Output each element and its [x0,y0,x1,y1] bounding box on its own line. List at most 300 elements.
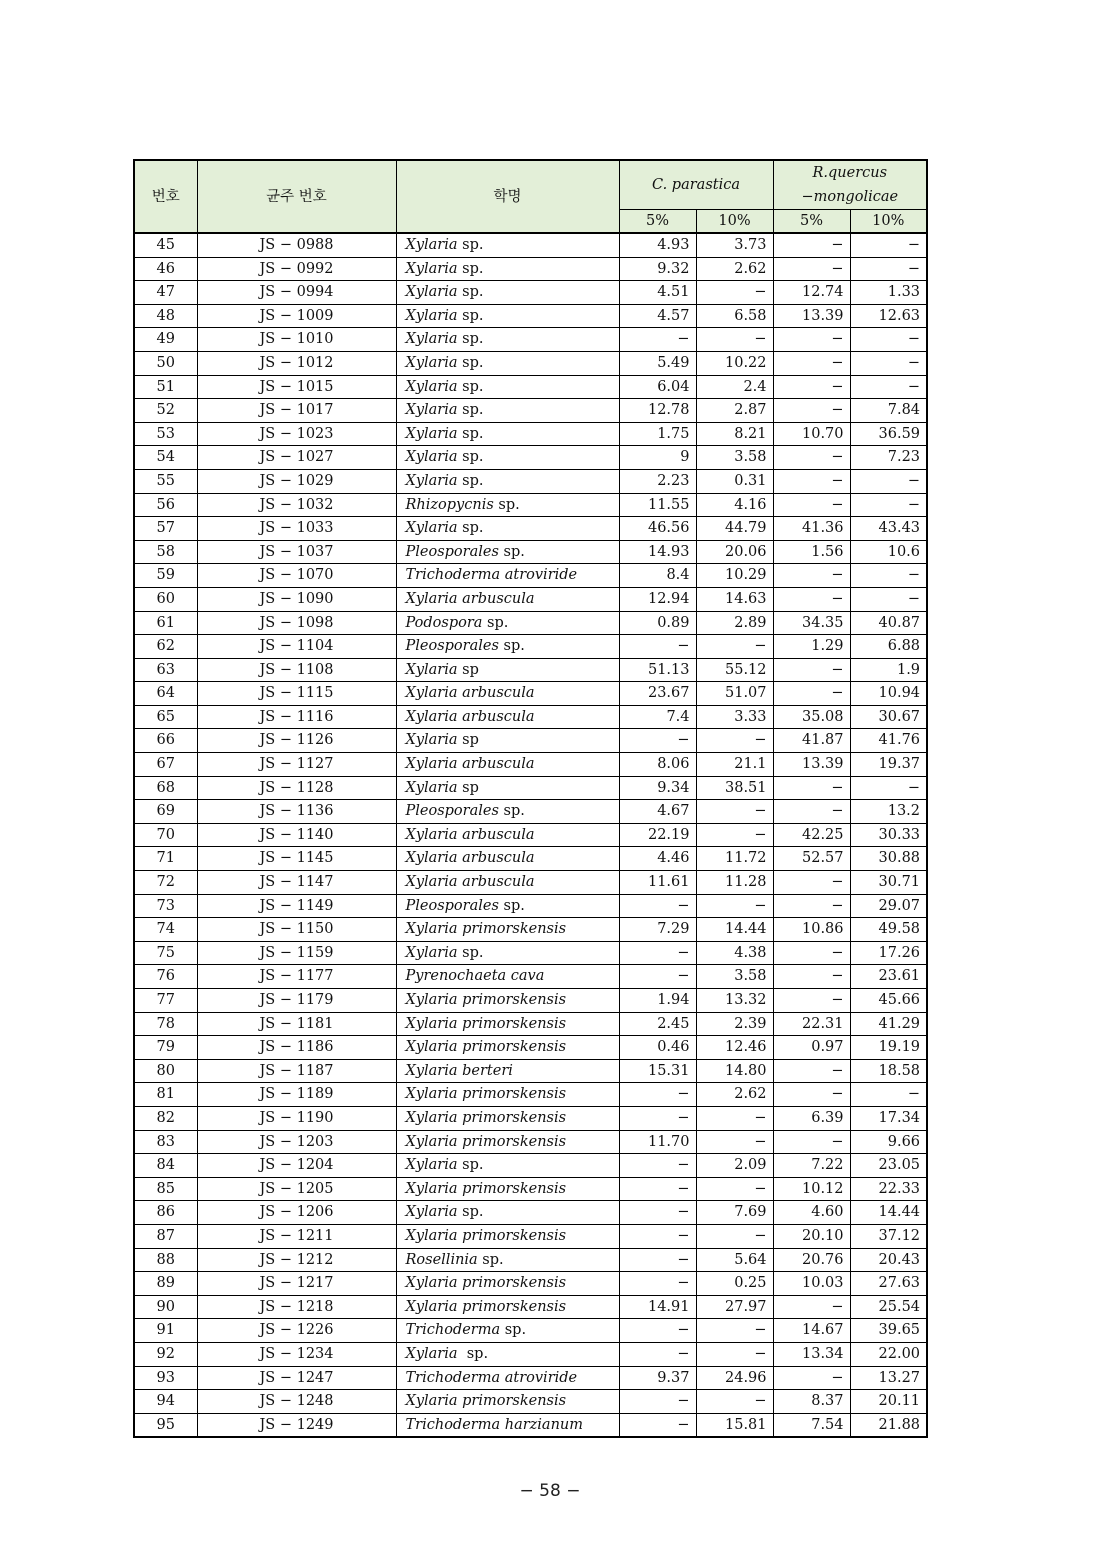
strain-number: JS − 1150 [197,918,396,942]
value-c-parastica-5pct: 5.49 [619,351,696,375]
value-r-quercus-10pct: 21.88 [850,1413,927,1437]
scientific-name [396,493,619,517]
value-c-parastica-5pct: − [619,1319,696,1343]
table-row [134,1272,927,1296]
scientific-name [396,1154,619,1178]
value-r-quercus-5pct: − [773,871,850,895]
genus-name: Xylaria [405,354,458,371]
value-r-quercus-5pct: 13.39 [773,753,850,777]
genus-name: Xylaria [405,661,458,678]
value-c-parastica-10pct: 5.64 [696,1248,773,1272]
row-number: 55 [134,469,197,493]
genus-name: Xylaria arbuscula [405,685,535,702]
scientific-name [396,847,619,871]
strain-number: JS − 1115 [197,682,396,706]
species-suffix: sp. [498,638,525,655]
strain-number: JS − 1145 [197,847,396,871]
value-c-parastica-5pct: 4.93 [619,233,696,257]
row-number: 57 [134,517,197,541]
value-r-quercus-5pct: 20.10 [773,1224,850,1248]
genus-name: Xylaria [405,944,458,961]
species-suffix: sp. [457,449,484,466]
value-r-quercus-10pct: 30.88 [850,847,927,871]
genus-name: Xylaria [405,402,458,419]
row-number: 67 [134,753,197,777]
value-c-parastica-10pct: 2.09 [696,1154,773,1178]
strain-number: JS − 1212 [197,1248,396,1272]
strain-number: JS − 1211 [197,1224,396,1248]
value-c-parastica-10pct: 2.87 [696,399,773,423]
scientific-name [396,1366,619,1390]
value-c-parastica-10pct: 2.62 [696,1083,773,1107]
value-c-parastica-10pct: 12.46 [696,1036,773,1060]
value-r-quercus-10pct: 10.6 [850,540,927,564]
table-row [134,611,927,635]
value-c-parastica-5pct: − [619,328,696,352]
value-c-parastica-5pct: 0.46 [619,1036,696,1060]
row-number: 89 [134,1272,197,1296]
strain-number: JS − 1248 [197,1390,396,1414]
scientific-name [396,564,619,588]
row-number: 82 [134,1106,197,1130]
scientific-name [396,281,619,305]
species-suffix: sp. [457,1345,489,1362]
species-suffix: sp. [498,803,525,820]
table-row [134,918,927,942]
row-number: 61 [134,611,197,635]
genus-name: Xylaria [405,378,458,395]
scientific-name [396,233,619,257]
header-scientific-name: 학명 [396,160,619,233]
species-suffix: sp. [457,307,484,324]
value-r-quercus-5pct: − [773,587,850,611]
genus-name: Xylaria primorskensis [405,1275,567,1292]
table-row [134,894,927,918]
strain-number: JS − 1023 [197,422,396,446]
strain-number: JS − 1249 [197,1413,396,1437]
genus-name: Xylaria [405,732,458,749]
scientific-name [396,753,619,777]
value-r-quercus-10pct: 39.65 [850,1319,927,1343]
strain-number: JS − 1206 [197,1201,396,1225]
scientific-name [396,1106,619,1130]
value-c-parastica-10pct: 27.97 [696,1295,773,1319]
genus-name: Trichoderma atroviride [405,567,578,584]
species-suffix: sp [457,661,479,678]
species-suffix: sp. [500,1322,527,1339]
species-suffix: sp. [457,260,484,277]
table-row [134,304,927,328]
value-r-quercus-10pct: 7.84 [850,399,927,423]
table-row [134,328,927,352]
strain-number: JS − 1186 [197,1036,396,1060]
row-number: 94 [134,1390,197,1414]
row-number: 59 [134,564,197,588]
value-r-quercus-5pct: − [773,776,850,800]
scientific-name [396,1036,619,1060]
value-c-parastica-10pct: 51.07 [696,682,773,706]
scientific-name [396,918,619,942]
row-number: 75 [134,941,197,965]
value-r-quercus-10pct: 13.2 [850,800,927,824]
scientific-name [396,965,619,989]
value-r-quercus-10pct: 30.33 [850,823,927,847]
value-c-parastica-5pct: − [619,1342,696,1366]
value-r-quercus-5pct: − [773,941,850,965]
scientific-name [396,587,619,611]
species-suffix: sp. [457,402,484,419]
value-c-parastica-5pct: 22.19 [619,823,696,847]
genus-name: Xylaria [405,779,458,796]
value-r-quercus-5pct: − [773,564,850,588]
value-r-quercus-5pct: − [773,469,850,493]
scientific-name [396,375,619,399]
value-c-parastica-10pct: 44.79 [696,517,773,541]
strain-number: JS − 1128 [197,776,396,800]
table-row [134,1083,927,1107]
genus-name: Rhizopycnis [405,496,494,513]
value-r-quercus-5pct: 10.86 [773,918,850,942]
value-c-parastica-5pct: 8.4 [619,564,696,588]
genus-name: Xylaria primorskensis [405,1227,567,1244]
value-c-parastica-5pct: − [619,1106,696,1130]
header-r-quercus-line2: −mongolicae [801,189,899,205]
table-row [134,351,927,375]
value-c-parastica-5pct: 4.67 [619,800,696,824]
strain-number: JS − 1126 [197,729,396,753]
value-r-quercus-5pct: 8.37 [773,1390,850,1414]
genus-name: Xylaria [405,1204,458,1221]
value-r-quercus-5pct: 10.70 [773,422,850,446]
strain-number: JS − 0992 [197,257,396,281]
value-r-quercus-5pct: 10.03 [773,1272,850,1296]
table-row [134,1036,927,1060]
value-c-parastica-5pct: − [619,1154,696,1178]
value-c-parastica-10pct: 4.38 [696,941,773,965]
value-c-parastica-10pct: 21.1 [696,753,773,777]
value-r-quercus-10pct: − [850,587,927,611]
table-row [134,517,927,541]
genus-name: Xylaria primorskensis [405,1086,567,1103]
row-number: 50 [134,351,197,375]
genus-name: Xylaria arbuscula [405,874,535,891]
value-r-quercus-5pct: − [773,682,850,706]
scientific-name [396,611,619,635]
value-r-quercus-5pct: − [773,375,850,399]
value-c-parastica-5pct: 46.56 [619,517,696,541]
value-r-quercus-10pct: 14.44 [850,1201,927,1225]
value-c-parastica-10pct: 8.21 [696,422,773,446]
scientific-name [396,1413,619,1437]
value-c-parastica-5pct: 4.51 [619,281,696,305]
value-c-parastica-10pct: − [696,823,773,847]
strain-number: JS − 1070 [197,564,396,588]
value-c-parastica-10pct: 6.58 [696,304,773,328]
value-r-quercus-5pct: − [773,658,850,682]
value-r-quercus-5pct: − [773,1130,850,1154]
genus-name: Xylaria primorskensis [405,1180,567,1197]
genus-name: Pleosporales [405,543,499,560]
value-c-parastica-5pct: 12.94 [619,587,696,611]
value-r-quercus-5pct: 41.36 [773,517,850,541]
value-c-parastica-5pct: − [619,1413,696,1437]
value-r-quercus-10pct: − [850,493,927,517]
table-row [134,233,927,257]
value-r-quercus-10pct: 13.27 [850,1366,927,1390]
value-c-parastica-10pct: 3.33 [696,705,773,729]
table-row [134,1059,927,1083]
genus-name: Xylaria arbuscula [405,826,535,843]
species-suffix: sp [457,732,479,749]
subheader-r-10pct: 10% [850,210,927,234]
value-c-parastica-5pct: 11.61 [619,871,696,895]
value-c-parastica-5pct: 6.04 [619,375,696,399]
genus-name: Trichoderma harzianum [405,1416,583,1433]
value-r-quercus-10pct: 1.9 [850,658,927,682]
species-suffix: sp. [493,496,520,513]
value-r-quercus-10pct: 19.37 [850,753,927,777]
row-number: 53 [134,422,197,446]
value-c-parastica-5pct: − [619,1390,696,1414]
value-c-parastica-5pct: 1.75 [619,422,696,446]
value-c-parastica-5pct: 11.70 [619,1130,696,1154]
table-row [134,776,927,800]
genus-name: Trichoderma atroviride [405,1369,578,1386]
value-c-parastica-5pct: 9 [619,446,696,470]
table-row [134,635,927,659]
value-r-quercus-10pct: 29.07 [850,894,927,918]
value-r-quercus-10pct: − [850,564,927,588]
species-suffix: sp. [457,520,484,537]
row-number: 86 [134,1201,197,1225]
table-row [134,493,927,517]
genus-name: Xylaria [405,472,458,489]
strain-number: JS − 1205 [197,1177,396,1201]
value-c-parastica-10pct: 13.32 [696,989,773,1013]
strain-number: JS − 1127 [197,753,396,777]
value-r-quercus-10pct: 36.59 [850,422,927,446]
scientific-name [396,1130,619,1154]
header-number: 번호 [134,160,197,233]
row-number: 62 [134,635,197,659]
value-r-quercus-5pct: 35.08 [773,705,850,729]
genus-name: Trichoderma [405,1322,501,1339]
value-c-parastica-5pct: − [619,941,696,965]
value-r-quercus-10pct: 19.19 [850,1036,927,1060]
table-row [134,1154,927,1178]
row-number: 63 [134,658,197,682]
row-number: 69 [134,800,197,824]
strain-number: JS − 1234 [197,1342,396,1366]
value-c-parastica-10pct: 55.12 [696,658,773,682]
value-r-quercus-5pct: 42.25 [773,823,850,847]
species-suffix: sp. [457,284,484,301]
value-c-parastica-10pct: 15.81 [696,1413,773,1437]
value-r-quercus-10pct: 49.58 [850,918,927,942]
scientific-name [396,328,619,352]
table-row [134,1130,927,1154]
table-row [134,753,927,777]
strain-number: JS − 1033 [197,517,396,541]
table-row [134,281,927,305]
value-c-parastica-5pct: − [619,894,696,918]
value-r-quercus-5pct: − [773,233,850,257]
table-row [134,682,927,706]
row-number: 80 [134,1059,197,1083]
value-c-parastica-10pct: − [696,729,773,753]
value-c-parastica-10pct: 14.80 [696,1059,773,1083]
table-row [134,1248,927,1272]
row-number: 56 [134,493,197,517]
row-number: 88 [134,1248,197,1272]
value-c-parastica-10pct: − [696,1130,773,1154]
value-r-quercus-10pct: 30.67 [850,705,927,729]
species-suffix: sp. [457,237,484,253]
value-r-quercus-5pct: 12.74 [773,281,850,305]
value-c-parastica-10pct: 11.28 [696,871,773,895]
species-suffix: sp. [457,944,484,961]
value-c-parastica-10pct: 38.51 [696,776,773,800]
table-row [134,658,927,682]
genus-name: Xylaria primorskensis [405,992,567,1008]
table-row [134,1177,927,1201]
table-row [134,989,927,1013]
subheader-c-10pct: 10% [696,210,773,234]
value-r-quercus-5pct: − [773,894,850,918]
scientific-name [396,517,619,541]
row-number: 84 [134,1154,197,1178]
scientific-name [396,871,619,895]
value-r-quercus-5pct: 1.29 [773,635,850,659]
row-number: 60 [134,587,197,611]
value-c-parastica-5pct: 14.93 [619,540,696,564]
table-row [134,965,927,989]
strain-number: JS − 1203 [197,1130,396,1154]
value-c-parastica-10pct: − [696,281,773,305]
scientific-name [396,658,619,682]
row-number: 81 [134,1083,197,1107]
value-r-quercus-10pct: 18.58 [850,1059,927,1083]
value-c-parastica-10pct: 2.4 [696,375,773,399]
genus-name: Pleosporales [405,638,499,655]
row-number: 45 [134,233,197,257]
value-c-parastica-10pct: 4.16 [696,493,773,517]
species-suffix: sp. [457,1157,484,1174]
strain-number: JS − 1190 [197,1106,396,1130]
value-c-parastica-5pct: 51.13 [619,658,696,682]
strain-number: JS − 1098 [197,611,396,635]
genus-name: Pleosporales [405,897,499,914]
value-c-parastica-10pct: 24.96 [696,1366,773,1390]
genus-name: Rosellinia [405,1251,478,1268]
scientific-name [396,1201,619,1225]
page-number: − 58 − [519,1481,581,1501]
value-r-quercus-5pct: − [773,1059,850,1083]
genus-name: Xylaria primorskensis [405,1015,567,1032]
genus-name: Pyrenochaeta cava [405,968,545,985]
value-r-quercus-5pct: − [773,257,850,281]
value-r-quercus-10pct: 25.54 [850,1295,927,1319]
genus-name: Xylaria [405,260,458,277]
row-number: 85 [134,1177,197,1201]
subheader-c-5pct: 5% [619,210,696,234]
value-c-parastica-5pct: − [619,635,696,659]
strain-number: JS − 1108 [197,658,396,682]
species-suffix: sp. [457,425,484,442]
value-r-quercus-10pct: 23.05 [850,1154,927,1178]
genus-name: Xylaria arbuscula [405,708,535,725]
value-c-parastica-10pct: 7.69 [696,1201,773,1225]
value-c-parastica-10pct: 10.29 [696,564,773,588]
value-r-quercus-10pct: − [850,375,927,399]
strain-number: JS − 1177 [197,965,396,989]
value-r-quercus-10pct: 12.63 [850,304,927,328]
table-header [134,160,927,233]
row-number: 64 [134,682,197,706]
value-r-quercus-10pct: 6.88 [850,635,927,659]
value-r-quercus-10pct: 40.87 [850,611,927,635]
species-suffix: sp. [457,331,484,348]
table-row [134,1413,927,1437]
value-r-quercus-10pct: 7.23 [850,446,927,470]
genus-name: Xylaria [405,1157,458,1174]
row-number: 47 [134,281,197,305]
table-row [134,1366,927,1390]
strain-number: JS − 1140 [197,823,396,847]
value-c-parastica-5pct: − [619,1201,696,1225]
value-r-quercus-5pct: 10.12 [773,1177,850,1201]
value-r-quercus-10pct: 41.29 [850,1012,927,1036]
value-r-quercus-5pct: − [773,446,850,470]
value-r-quercus-10pct: 37.12 [850,1224,927,1248]
scientific-name [396,776,619,800]
value-c-parastica-5pct: − [619,1272,696,1296]
value-c-parastica-5pct: 11.55 [619,493,696,517]
genus-name: Pleosporales [405,803,499,820]
table-row [134,871,927,895]
scientific-name [396,823,619,847]
row-number: 73 [134,894,197,918]
value-c-parastica-10pct: − [696,1177,773,1201]
header-r-quercus-line1: R.quercus [812,165,888,181]
value-r-quercus-10pct: 20.43 [850,1248,927,1272]
row-number: 68 [134,776,197,800]
species-suffix: sp. [477,1251,504,1268]
species-suffix: sp. [498,897,525,914]
genus-name: Xylaria [405,425,458,442]
header-r-quercus-mongolicae [773,160,927,210]
row-number: 74 [134,918,197,942]
strain-number: JS − 1136 [197,800,396,824]
genus-name: Xylaria [405,520,458,537]
value-c-parastica-10pct: 2.89 [696,611,773,635]
value-c-parastica-5pct: 0.89 [619,611,696,635]
genus-name: Xylaria [405,331,458,348]
value-r-quercus-5pct: 4.60 [773,1201,850,1225]
value-r-quercus-5pct: 1.56 [773,540,850,564]
row-number: 93 [134,1366,197,1390]
scientific-name [396,351,619,375]
row-number: 78 [134,1012,197,1036]
value-c-parastica-5pct: − [619,965,696,989]
genus-name: Xylaria primorskensis [405,1393,567,1410]
value-c-parastica-5pct: − [619,1177,696,1201]
table-row [134,469,927,493]
row-number: 65 [134,705,197,729]
value-r-quercus-5pct: − [773,328,850,352]
value-c-parastica-5pct: − [619,729,696,753]
table-row [134,1319,927,1343]
